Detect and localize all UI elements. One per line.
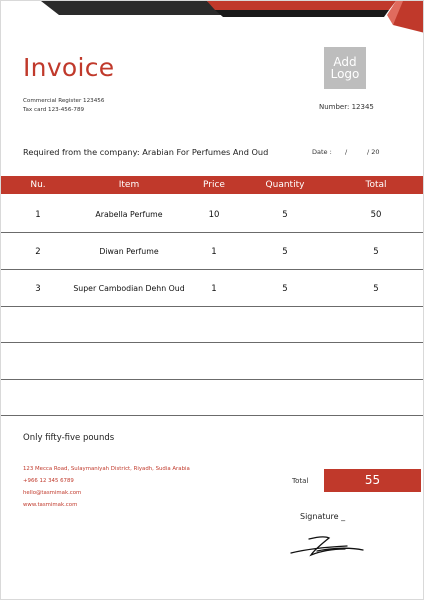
table-row-empty: [1, 379, 424, 416]
logo-placeholder[interactable]: [324, 47, 366, 89]
cell-price: 10: [208, 210, 220, 220]
company-registration: [23, 97, 104, 115]
top-decorative-bar: [1, 1, 424, 41]
total-value: 55: [324, 469, 421, 492]
page-title: Invoice: [23, 53, 115, 82]
column-header-item: Item: [118, 180, 140, 190]
table-row: [1, 233, 424, 270]
column-header-total: Total: [365, 180, 387, 190]
email-link[interactable]: hello@tasmimak.com: [23, 490, 82, 496]
table-row: [1, 196, 424, 233]
logo-text-line1: Add: [333, 55, 357, 69]
cell-item: Super Cambodian Dehn Oud: [73, 284, 185, 293]
date-label: Date :: [312, 148, 332, 156]
website-link[interactable]: www.tasmimak.com: [23, 502, 78, 508]
cell-number: 2: [35, 247, 41, 257]
date-separator-1: /: [345, 148, 348, 156]
table-row-empty: [1, 306, 424, 343]
cell-number: 1: [35, 210, 41, 220]
signature-label: Signature _: [300, 512, 346, 521]
cell-total: 5: [373, 247, 379, 257]
table-row: [1, 270, 424, 307]
address-text: 123 Mecca Road, Sulaymaniyah District, Riyadh, Sudia Arabia: [23, 466, 190, 472]
column-header-price: Price: [203, 180, 225, 190]
tax-card: Tax card 123-456-789: [23, 107, 85, 113]
cell-total: 50: [370, 210, 382, 220]
date-field: [312, 148, 380, 156]
total-label: Total: [292, 477, 309, 485]
signature-scribble: [287, 529, 367, 559]
cell-price: 1: [211, 247, 217, 257]
column-header-quantity: Quantity: [265, 180, 305, 190]
table-header: [1, 176, 424, 194]
cell-price: 1: [211, 284, 217, 294]
commercial-register: Commercial Register 123456: [23, 98, 105, 104]
cell-quantity: 5: [282, 247, 288, 257]
required-from-company: Required from the company: Arabian For Perfumes And Oud: [23, 147, 269, 157]
table-row-empty: [1, 343, 424, 380]
cell-item: Diwan Perfume: [99, 247, 159, 256]
cell-number: 3: [35, 284, 41, 294]
cell-quantity: 5: [282, 210, 288, 220]
contact-info: [23, 463, 190, 511]
column-header-number: Nu.: [30, 180, 46, 190]
amount-in-words: Only fifty-five pounds: [23, 433, 115, 443]
cell-quantity: 5: [282, 284, 288, 294]
invoice-number: Number: 12345: [319, 103, 374, 111]
phone-text: +966 12 345 6789: [23, 478, 74, 484]
cell-item: Arabella Perfume: [95, 210, 163, 219]
date-separator-2: / 20: [367, 148, 380, 156]
logo-text-line2: Logo: [330, 67, 360, 81]
cell-total: 5: [373, 284, 379, 294]
